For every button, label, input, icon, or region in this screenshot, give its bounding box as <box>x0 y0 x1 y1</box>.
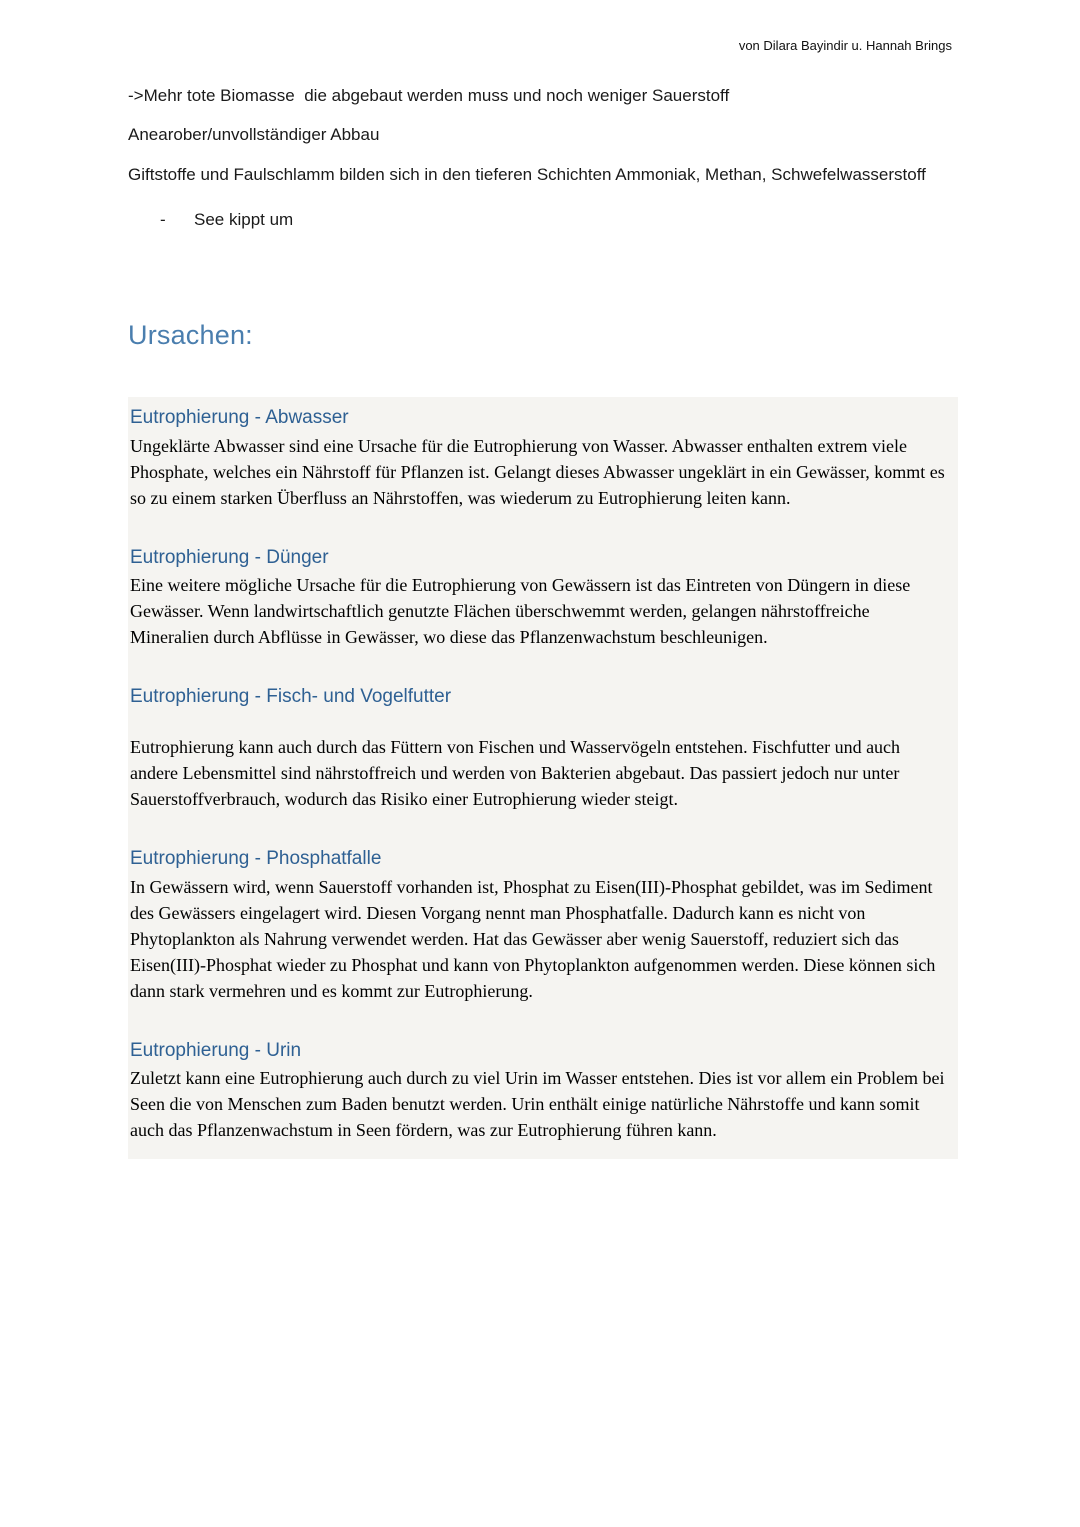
section-body: In Gewässern wird, wenn Sauerstoff vorhanden ist, Phosphat zu Eisen(III)-Phosphat gebildet, was im Sediment des Gewässers eingelagert wird. Diesen Vorgang nennt man Phosphatfalle. Dadurch kann es nicht von Phytoplankton als Nahrung verwendet werden. Hat das Gewässer aber wenig Sauerstoff, reduziert sich das Eisen(III)-Phosphat wieder zu Phosphat und kann von Phytoplankton aufgenommen werden. Diese können sich dann stark vermehren und es kommt zur Eutrophierung. <box>130 876 936 1001</box>
author-line: von Dilara Bayindir u. Hannah Brings <box>738 38 952 53</box>
section-body: Eine weitere mögliche Ursache für die Eutrophierung von Gewässern ist das Eintreten von Düngern in diese Gewässer. Wenn landwirtschaftlich genutzte Flächen überschwemmt werden, gelangen nährstoffreiche Mineralien durch Abflüsse in Gewässer, wo diese das Pflanzenwachstum beschleunigen. <box>130 575 911 648</box>
section-abwasser <box>130 405 952 511</box>
section-duenger <box>130 545 952 651</box>
bullet-item <box>160 208 952 233</box>
note-line-biomasse: ->Mehr tote Biomasse die abgebaut werden muss und noch weniger Sauerstoff <box>128 85 730 105</box>
section-fisch-vogelfutter <box>130 684 952 812</box>
section-title: Eutrophierung - Abwasser <box>130 407 349 429</box>
bullet-text: See kippt um <box>194 209 294 229</box>
section-title: Eutrophierung - Phosphatfalle <box>130 848 382 870</box>
note-line-giftstoffe: Giftstoffe und Faulschlamm bilden sich in den tieferen Schichten Ammoniak, Methan, Schwefelwasserstoff <box>128 164 926 184</box>
section-urin <box>130 1038 952 1144</box>
notes-block <box>128 84 952 233</box>
section-phosphatfalle <box>130 846 952 1004</box>
section-title: Eutrophierung - Urin <box>130 1039 302 1061</box>
section-body: Eutrophierung kann auch durch das Füttern von Fischen und Wasservögeln entstehen. Fischfutter und auch andere Lebensmittel sind nährstoffreich und werden von Bakterien abgebaut. Das passiert jedoch nur unter Sauerstoffverbrauch, wodurch das Risiko einer Eutrophierung wieder steigt. <box>130 737 901 810</box>
section-body: Ungeklärte Abwasser sind eine Ursache für die Eutrophierung von Wasser. Abwasser enthalten extrem viele Phosphate, welches ein Nährstoff für Pflanzen ist. Gelangt dieses Abwasser ungeklärt in ein Gewässer, kommt es so zu einem starken Überfluss an Nährstoffen, was wiederum zu Eutrophierung leiten kann. <box>130 435 945 508</box>
section-title: Eutrophierung - Fisch- und Vogelfutter <box>130 686 452 708</box>
section-heading-ursachen: Ursachen: <box>128 320 253 351</box>
bullet-dash: - <box>160 209 166 229</box>
section-body: Zuletzt kann eine Eutrophierung auch durch zu viel Urin im Wasser entstehen. Dies ist vor allem ein Problem bei Seen die von Menschen zum Baden benutzt werden. Urin enthält einige natürliche Nährstoffe und kann somit auch das Pflanzenwachstum in Seen fördern, was zur Eutrophierung führen kann. <box>130 1068 945 1141</box>
note-line-abbau: Anearober/unvollständiger Abbau <box>128 125 380 145</box>
sections-block <box>128 397 958 1159</box>
section-title: Eutrophierung - Dünger <box>130 546 329 568</box>
